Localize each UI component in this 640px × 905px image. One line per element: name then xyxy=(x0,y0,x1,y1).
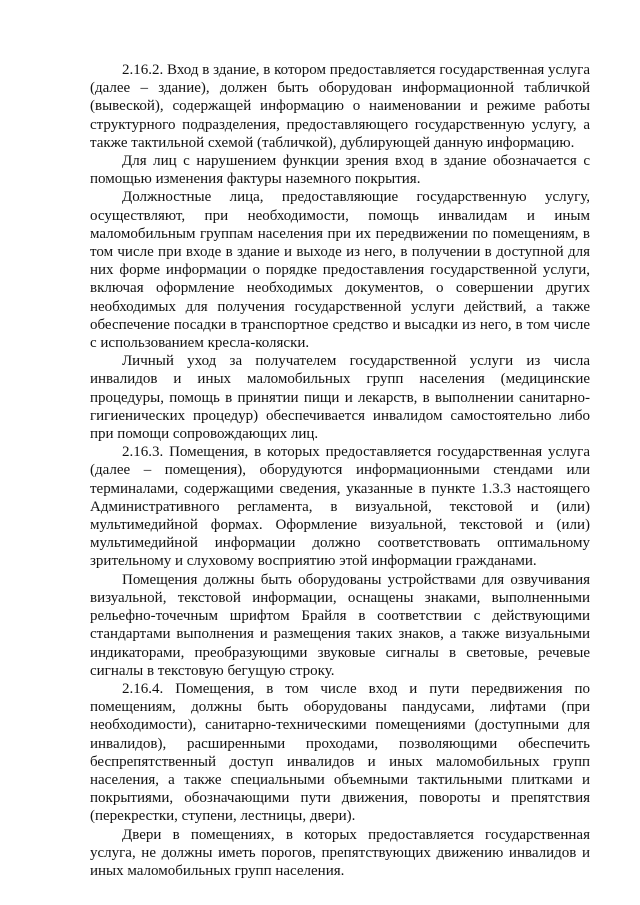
document-page xyxy=(90,61,590,880)
paragraph-premises-equipment: Помещения должны быть оборудованы устройствами для озвучивания визуальной, текстовой информации, оснащены знаками, выполненными рельефно-точечным шрифтом Брайля в соответствии с действующими стандартами выполнения и размещения таких знаков, а также визуальными индикаторами, преобразующими звуковые сигналы в световые, речевые сигналы в текстовую бегущую строку. xyxy=(90,571,590,679)
paragraph-2-16-2: 2.16.2. Вход в здание, в котором предоставляется государственная услуга (далее – здание), должен быть оборудован информационной табличкой (вывеской), содержащей информацию о наименовании и режиме работы структурного подразделения, предоставляющего государственную услугу, а также тактильной схемой (табличкой), дублирующей данную информацию. xyxy=(90,62,590,151)
paragraph-2-16-3: 2.16.3. Помещения, в которых предоставляется государственная услуга (далее – помещения), оборудуются информационными стендами или терминалами, содержащими сведения, указанные в пункте 1.3.3 настоящего Административного регламента, в визуальной, текстовой и (или) мультимедийной формах. Оформление визуальной, текстовой и (или) мультимедийной информации должно соответствовать оптимальному зрительному и слуховому восприятию этой информации гражданами. xyxy=(90,444,590,570)
paragraph-officials-assistance: Должностные лица, предоставляющие государственную услугу, осуществляют, при необходимости, помощь инвалидам и иным маломобильным группам населения при их передвижении по помещениям, в том числе при входе в здание и выходе из него, в получении в доступной для них форме информации о порядке предоставления государственной услуги, включая оформление необходимых документов, о совершении других необходимых для получения государственной услуги действий, а также обеспечение посадки в транспортное средство и высадки из него, в том числе с использованием кресла-коляски. xyxy=(90,189,590,352)
paragraph-vision-impaired-entrance: Для лиц с нарушением функции зрения вход в здание обозначается с помощью изменения фактуры наземного покрытия. xyxy=(90,153,590,188)
paragraph-personal-care: Личный уход за получателем государственной услуги из числа инвалидов и иных маломобильных групп населения (медицинские процедуры, помощь в принятии пищи и лекарств, в выполнении санитарно-гигиенических процедур) обеспечивается инвалидом самостоятельно либо при помощи сопровождающих лиц. xyxy=(90,353,590,443)
paragraph-2-16-4: 2.16.4. Помещения, в том числе вход и пути передвижения по помещениям, должны быть оборудованы пандусами, лифтами (при необходимости), санитарно-техническими помещениями (доступными для инвалидов), расширенными проходами, позволяющими обеспечить беспрепятственный доступ инвалидов и иных маломобильных групп населения, а также специальными объемными тактильными плитками и покрытиями, обозначающими пути движения, повороты и препятствия (перекрестки, ступени, лестницы, двери). xyxy=(90,680,590,825)
paragraph-doors: Двери в помещениях, в которых предоставляется государственная услуга, не должны иметь порогов, препятствующих движению инвалидов и иных маломобильных групп населения. xyxy=(90,826,590,879)
